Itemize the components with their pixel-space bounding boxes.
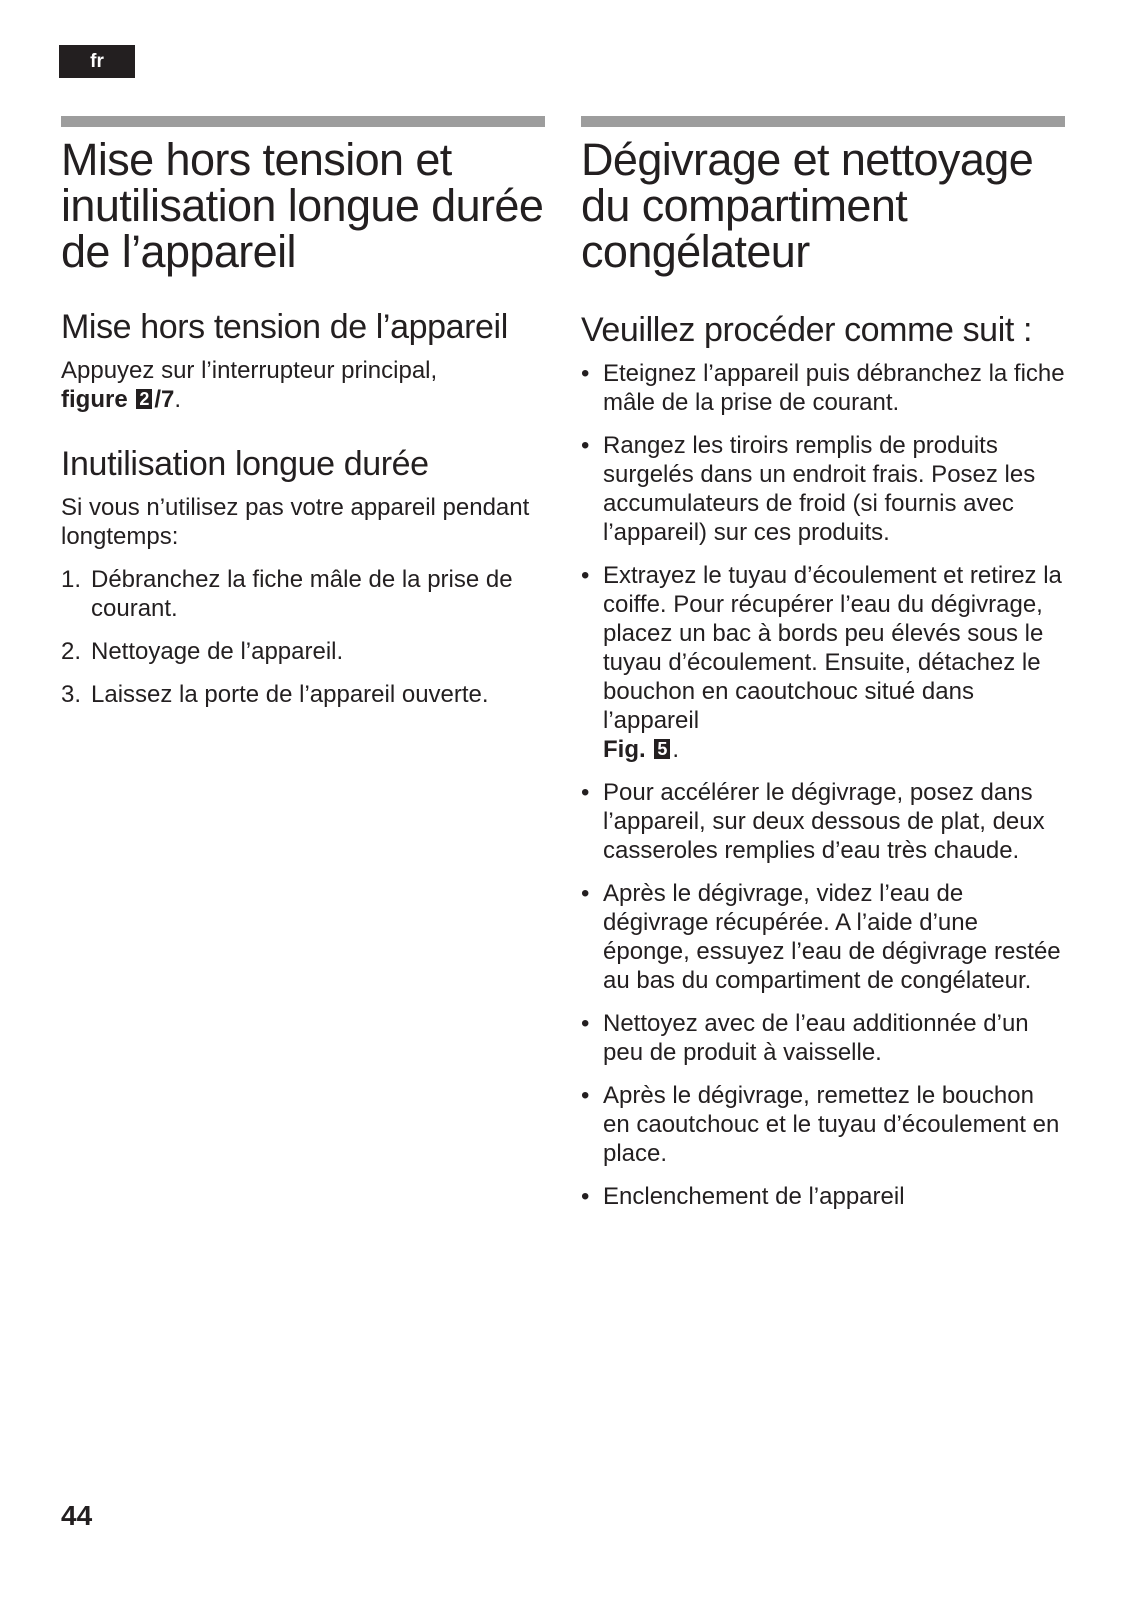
list-item	[581, 879, 1065, 995]
list-text: Après le dégivrage, remettez le bouchon en caoutchouc et le tuyau d’écoulement en place.	[603, 1082, 1060, 1167]
right-column	[581, 116, 1065, 1225]
section-title: Dégivrage et nettoyage du compartiment congélateur	[581, 134, 1034, 277]
section-rule	[61, 116, 545, 127]
bullet-icon: •	[581, 360, 590, 387]
language-tab: fr	[59, 45, 135, 78]
bullet-icon: •	[581, 1183, 590, 1210]
list-item	[581, 431, 1065, 547]
list-item	[581, 778, 1065, 865]
bullet-list	[581, 359, 1065, 1211]
list-number: 1.	[61, 566, 82, 593]
list-item-body	[603, 561, 1065, 764]
list-text: Enclenchement de l’appareil	[603, 1183, 905, 1210]
paragraph-text: Appuyez sur l’interrupteur principal,	[61, 357, 438, 384]
list-item	[581, 1009, 1065, 1067]
section-rule	[581, 116, 1065, 127]
list-text: Après le dégivrage, videz l’eau de dégivrage récupérée. A l’aide d’une éponge, essuyez l’eau de dégivrage restée au bas du compartiment de congélateur.	[603, 880, 1061, 994]
numbered-list	[61, 565, 545, 709]
bullet-icon: •	[581, 432, 590, 459]
paragraph: Si vous n’utilisez pas votre appareil pendant longtemps:	[61, 494, 530, 550]
list-number: 2.	[61, 638, 82, 665]
list-item	[61, 565, 545, 623]
paragraph	[61, 356, 545, 414]
list-text: Débranchez la fiche mâle de la prise de courant.	[91, 566, 513, 622]
subsection-heading: Veuillez procéder comme suit :	[581, 311, 1032, 349]
subsection-heading: Inutilisation longue durée	[61, 445, 429, 483]
list-text: Extrayez le tuyau d’écoulement et retirez la coiffe. Pour récupérer l’eau du dégivrage, placez un bac à bords peu élevés sous le tuyau d’écoulement. Ensuite, détachez le bouchon en caoutchouc situé dans l’appareil	[603, 562, 1062, 734]
list-text: Eteignez l’appareil puis débranchez la fiche mâle de la prise de courant.	[603, 360, 1065, 416]
list-text: Nettoyage de l’appareil.	[91, 638, 344, 665]
list-text: Laissez la porte de l’appareil ouverte.	[91, 681, 489, 708]
subsection-heading: Mise hors tension de l’appareil	[61, 308, 508, 346]
list-text: Nettoyez avec de l’eau additionnée d’un peu de produit à vaisselle.	[603, 1010, 1029, 1066]
bullet-icon: •	[581, 1082, 590, 1109]
figure-number-box: 2	[136, 389, 152, 409]
page-number: 44	[61, 1500, 93, 1531]
figure-end: .	[672, 736, 680, 763]
list-item	[581, 561, 1065, 764]
list-item	[581, 359, 1065, 417]
bullet-icon: •	[581, 880, 590, 907]
bullet-icon: •	[581, 1010, 590, 1037]
figure-suffix: /7	[154, 386, 175, 413]
list-item	[61, 637, 545, 666]
left-column	[61, 116, 545, 723]
figure-end: .	[174, 386, 182, 413]
figure-number-box: 5	[654, 739, 670, 759]
list-text: Rangez les tiroirs remplis de produits surgelés dans un endroit frais. Posez les accumulateurs de froid (si fournis avec l’appareil) sur ces produits.	[603, 432, 1036, 546]
list-item	[581, 1182, 1065, 1211]
figure-label: figure	[61, 386, 128, 413]
section-title: Mise hors tension et inutilisation longue durée de l’appareil	[61, 134, 544, 277]
bullet-icon: •	[581, 562, 590, 589]
list-text: Pour accélérer le dégivrage, posez dans l’appareil, sur deux dessous de plat, deux casseroles remplies d’eau très chaude.	[603, 779, 1045, 864]
list-item	[581, 1081, 1065, 1168]
list-item	[61, 680, 545, 709]
bullet-icon: •	[581, 779, 590, 806]
figure-label: Fig.	[603, 736, 646, 763]
list-number: 3.	[61, 681, 82, 708]
